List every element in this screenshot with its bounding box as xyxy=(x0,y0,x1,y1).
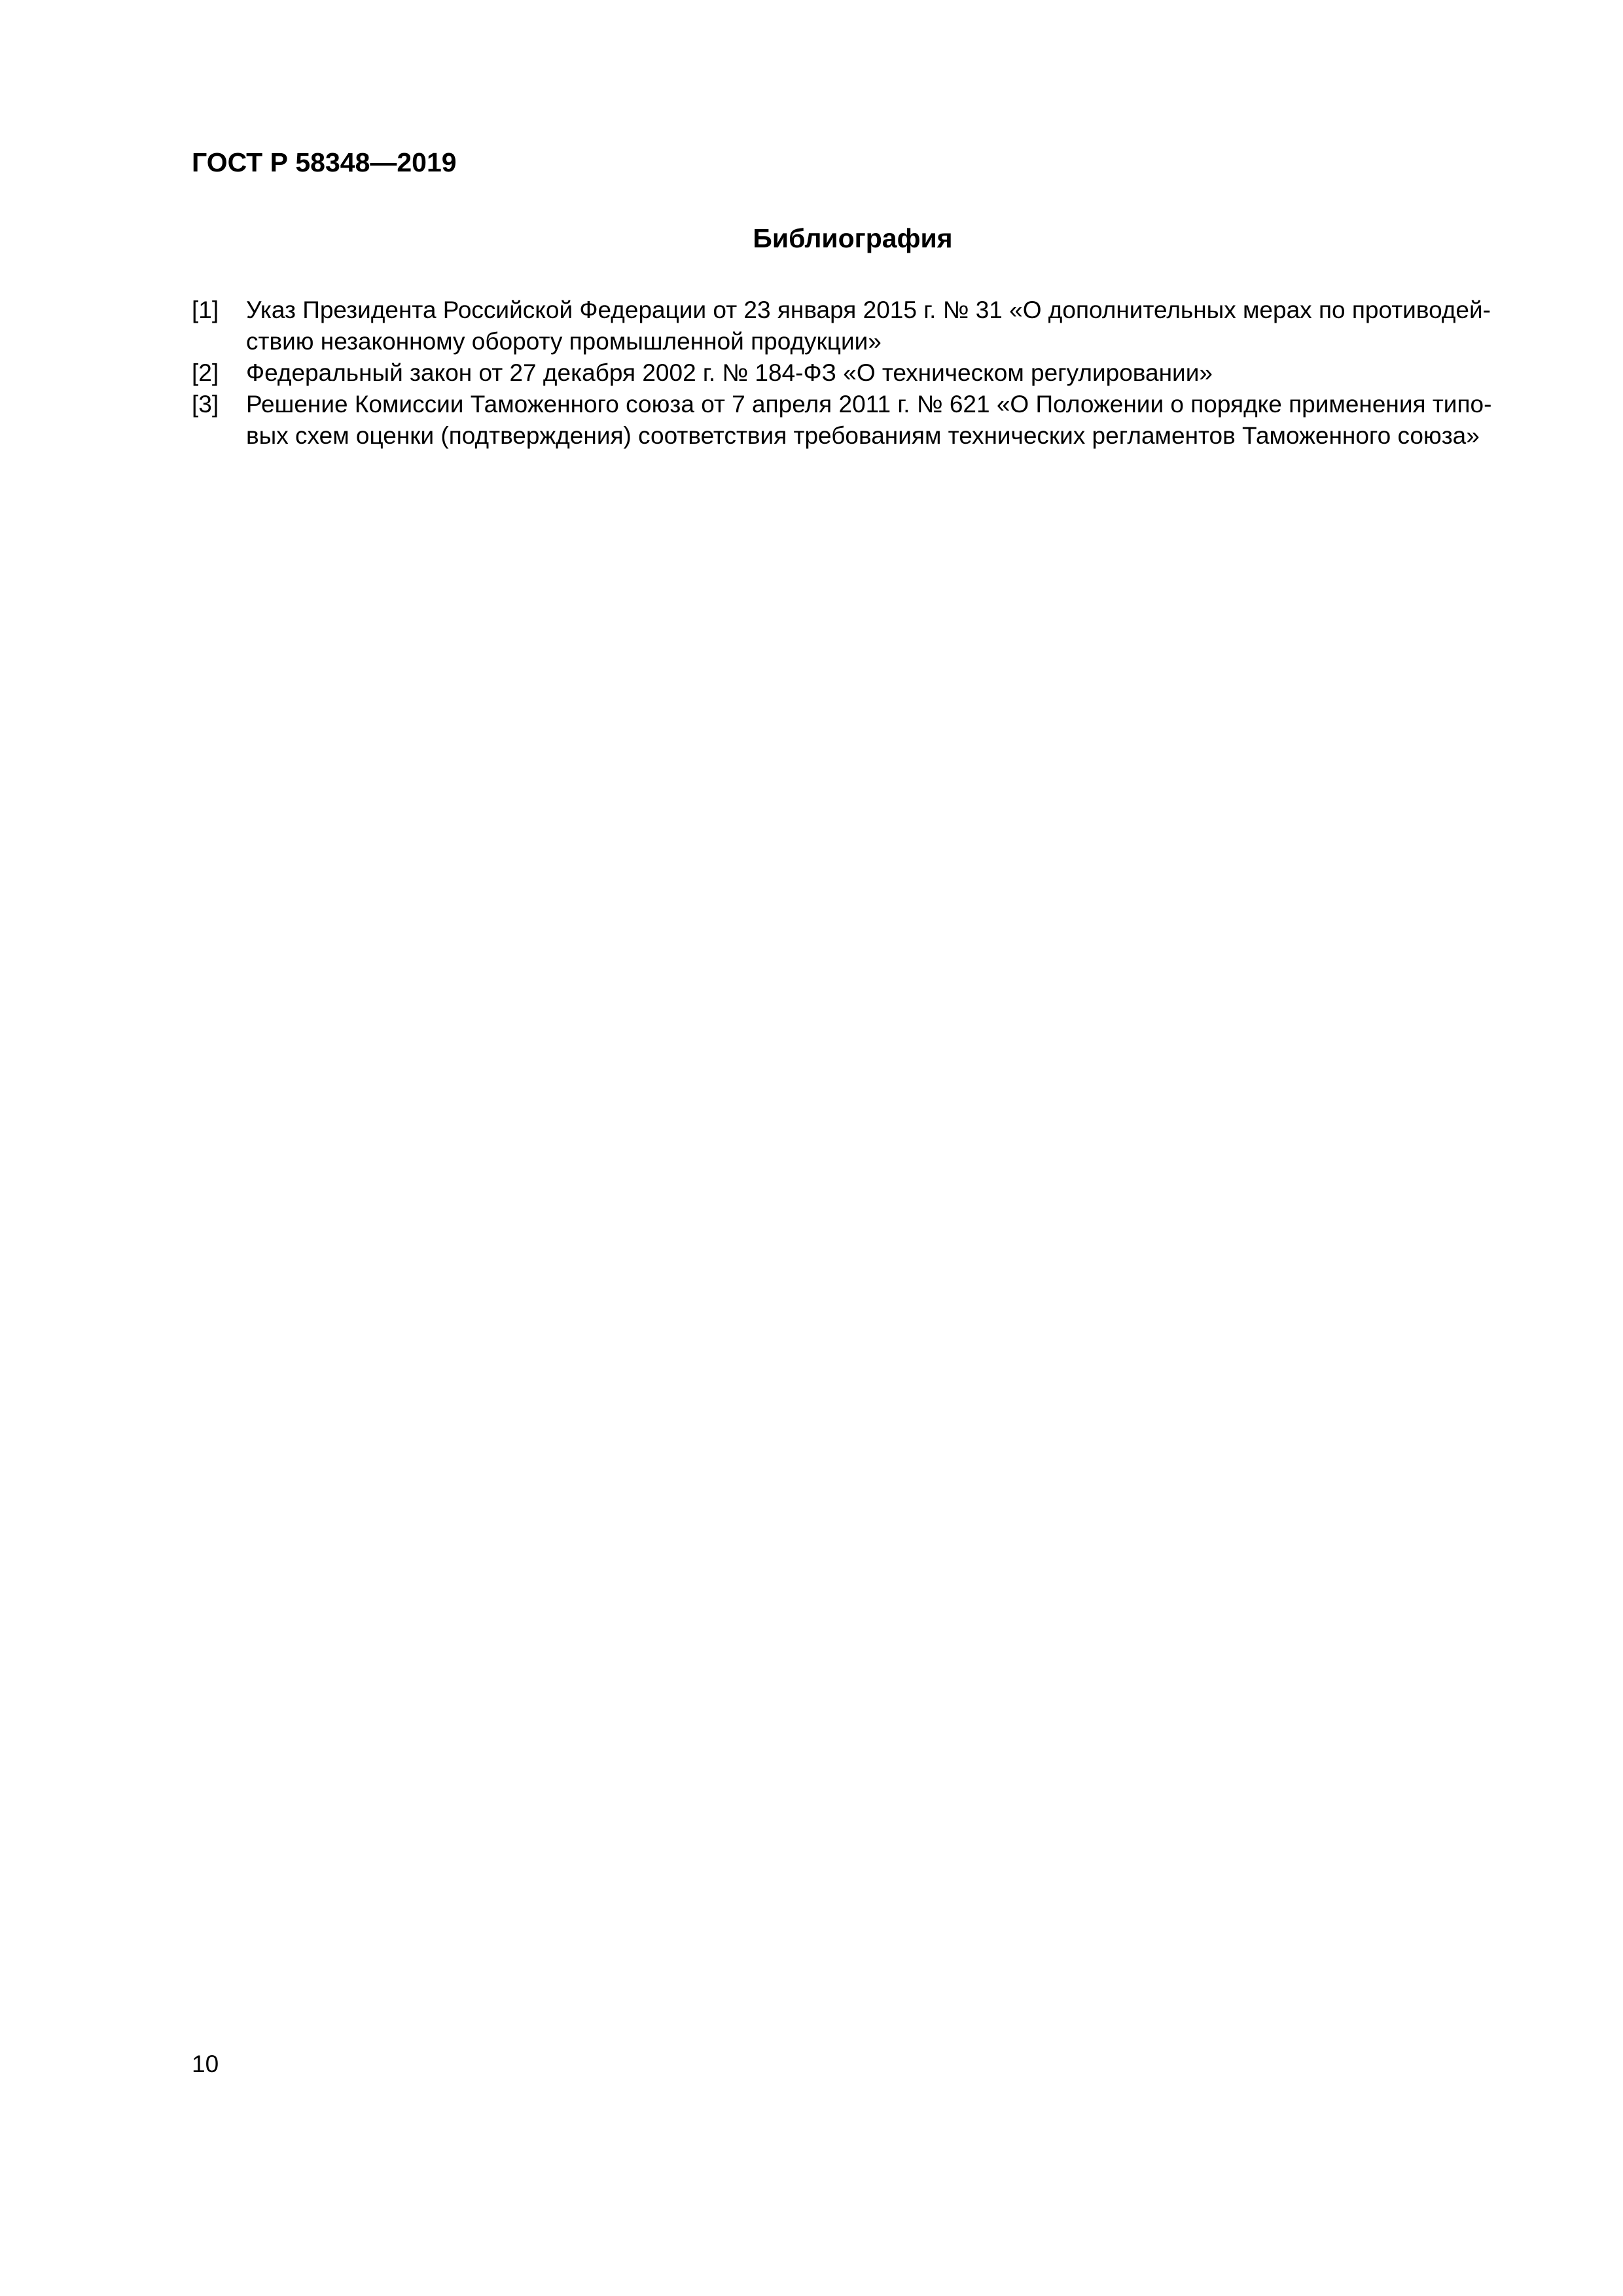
page-number: 10 xyxy=(192,2051,219,2077)
bibliography-item-number: [2] xyxy=(192,359,219,386)
bibliography-item-line: вых схем оценки (подтверждения) соответствия требованиям технических регламентов Таможенного союза» xyxy=(246,422,1480,449)
bibliography-item-text xyxy=(246,389,1514,452)
bibliography-item xyxy=(192,295,1514,357)
bibliography-item xyxy=(192,357,1514,389)
bibliography-item-text xyxy=(246,357,1514,389)
bibliography-item-line: ствию незаконному обороту промышленной продукции» xyxy=(246,328,882,355)
bibliography-item xyxy=(192,389,1514,452)
bibliography-list xyxy=(192,295,1514,452)
bibliography-item-number: [3] xyxy=(192,391,219,418)
document-code: ГОСТ Р 58348—2019 xyxy=(192,147,457,177)
bibliography-item-line: Федеральный закон от 27 декабря 2002 г. № 184-ФЗ «О техническом регулировании» xyxy=(246,359,1213,386)
bibliography-item-text xyxy=(246,295,1514,357)
section-title: Библиография xyxy=(753,223,953,253)
bibliography-item-line: Решение Комиссии Таможенного союза от 7 апреля 2011 г. № 621 «О Положении о порядке применения типо- xyxy=(246,391,1492,418)
bibliography-item-number: [1] xyxy=(192,296,219,323)
bibliography-item-line: Указ Президента Российской Федерации от 23 января 2015 г. № 31 «О дополнительных мерах по противодей- xyxy=(246,296,1491,323)
